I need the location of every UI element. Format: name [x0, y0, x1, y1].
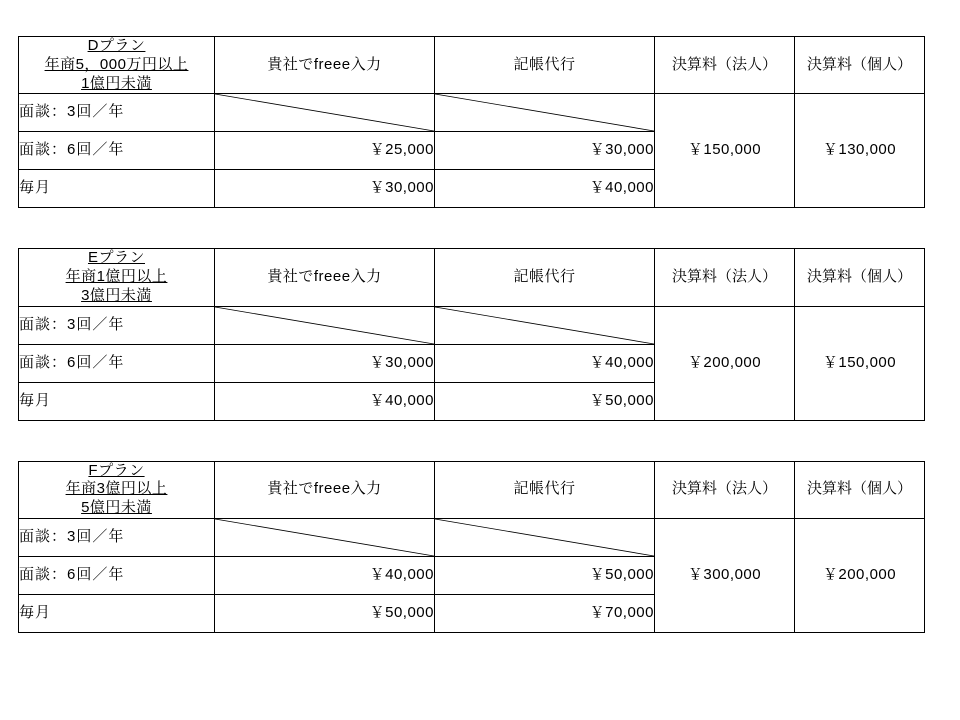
cell-settlement-indiv: ￥130,000 — [795, 94, 925, 208]
table-spacer — [0, 421, 960, 461]
plan-table-e — [18, 248, 925, 420]
cell-meeting6-bookkeeping: ￥30,000 — [435, 132, 655, 170]
column-header-input: 貴社でfreee入力 — [215, 37, 435, 94]
cell-meeting3-input-unavailable — [215, 518, 435, 556]
plan-range-line1: 年商1億円以上 — [65, 268, 168, 285]
row-label-meeting3: 面談：3回／年 — [19, 306, 215, 344]
plan-title-cell — [19, 461, 215, 518]
diagonal-strike-icon — [435, 94, 654, 131]
diagonal-strike-icon — [215, 307, 434, 344]
column-header-settlement-corp: 決算料（法人） — [655, 37, 795, 94]
column-header-settlement-corp: 決算料（法人） — [655, 249, 795, 306]
cell-meeting6-bookkeeping: ￥40,000 — [435, 344, 655, 382]
cell-meeting3-input-unavailable — [215, 94, 435, 132]
cell-meeting3-bookkeeping-unavailable — [435, 94, 655, 132]
row-label-meeting6: 面談：6回／年 — [19, 344, 215, 382]
plan-name: Fプラン — [88, 461, 145, 479]
plan-block-f — [18, 461, 924, 633]
plan-name: Dプラン — [87, 37, 146, 54]
row-label-meeting6: 面談：6回／年 — [19, 556, 215, 594]
column-header-settlement-indiv: 決算料（個人） — [795, 249, 925, 306]
plan-block-e — [18, 248, 924, 420]
row-label-meeting3: 面談：3回／年 — [19, 94, 215, 132]
plan-range-line2: 1億円未満 — [81, 74, 152, 92]
table-row — [19, 518, 925, 556]
cell-meeting3-bookkeeping-unavailable — [435, 518, 655, 556]
table-header-row — [19, 249, 925, 306]
diagonal-strike-icon — [215, 519, 434, 556]
column-header-bookkeeping: 記帳代行 — [435, 37, 655, 94]
cell-meeting6-input: ￥25,000 — [215, 132, 435, 170]
row-label-monthly: 毎月 — [19, 170, 215, 208]
plan-range-line1: 年商3億円以上 — [65, 480, 168, 498]
plan-range-line2: 3億円未満 — [81, 286, 152, 304]
cell-monthly-bookkeeping: ￥70,000 — [435, 594, 655, 632]
cell-monthly-bookkeeping: ￥50,000 — [435, 382, 655, 420]
plan-table-f — [18, 461, 925, 633]
diagonal-strike-icon — [435, 519, 654, 556]
cell-monthly-input: ￥40,000 — [215, 382, 435, 420]
cell-settlement-corp: ￥150,000 — [655, 94, 795, 208]
cell-meeting3-input-unavailable — [215, 306, 435, 344]
cell-meeting6-input: ￥40,000 — [215, 556, 435, 594]
column-header-bookkeeping: 記帳代行 — [435, 249, 655, 306]
plan-title-cell — [19, 249, 215, 306]
table-row — [19, 306, 925, 344]
column-header-settlement-corp: 決算料（法人） — [655, 461, 795, 518]
table-spacer — [0, 208, 960, 248]
cell-settlement-indiv: ￥200,000 — [795, 518, 925, 632]
cell-meeting3-bookkeeping-unavailable — [435, 306, 655, 344]
table-header-row — [19, 37, 925, 94]
cell-monthly-input: ￥30,000 — [215, 170, 435, 208]
cell-settlement-indiv: ￥150,000 — [795, 306, 925, 420]
column-header-bookkeeping: 記帳代行 — [435, 461, 655, 518]
plan-block-d — [18, 36, 924, 208]
cell-settlement-corp: ￥200,000 — [655, 306, 795, 420]
column-header-settlement-indiv: 決算料（個人） — [795, 37, 925, 94]
plan-range-line2: 5億円未満 — [81, 499, 152, 516]
diagonal-strike-icon — [435, 307, 654, 344]
row-label-monthly: 毎月 — [19, 382, 215, 420]
column-header-settlement-indiv: 決算料（個人） — [795, 461, 925, 518]
cell-meeting6-bookkeeping: ￥50,000 — [435, 556, 655, 594]
plan-name: Eプラン — [87, 249, 145, 267]
column-header-input: 貴社でfreee入力 — [215, 461, 435, 518]
table-header-row — [19, 461, 925, 518]
row-label-meeting3: 面談：3回／年 — [19, 518, 215, 556]
plan-table-d — [18, 36, 925, 208]
diagonal-strike-icon — [215, 94, 434, 131]
cell-settlement-corp: ￥300,000 — [655, 518, 795, 632]
plan-range-line1: 年商5，000万円以上 — [44, 55, 189, 73]
table-row — [19, 94, 925, 132]
cell-meeting6-input: ￥30,000 — [215, 344, 435, 382]
cell-monthly-bookkeeping: ￥40,000 — [435, 170, 655, 208]
row-label-monthly: 毎月 — [19, 594, 215, 632]
plan-title-cell — [19, 37, 215, 94]
column-header-input: 貴社でfreee入力 — [215, 249, 435, 306]
cell-monthly-input: ￥50,000 — [215, 594, 435, 632]
row-label-meeting6: 面談：6回／年 — [19, 132, 215, 170]
